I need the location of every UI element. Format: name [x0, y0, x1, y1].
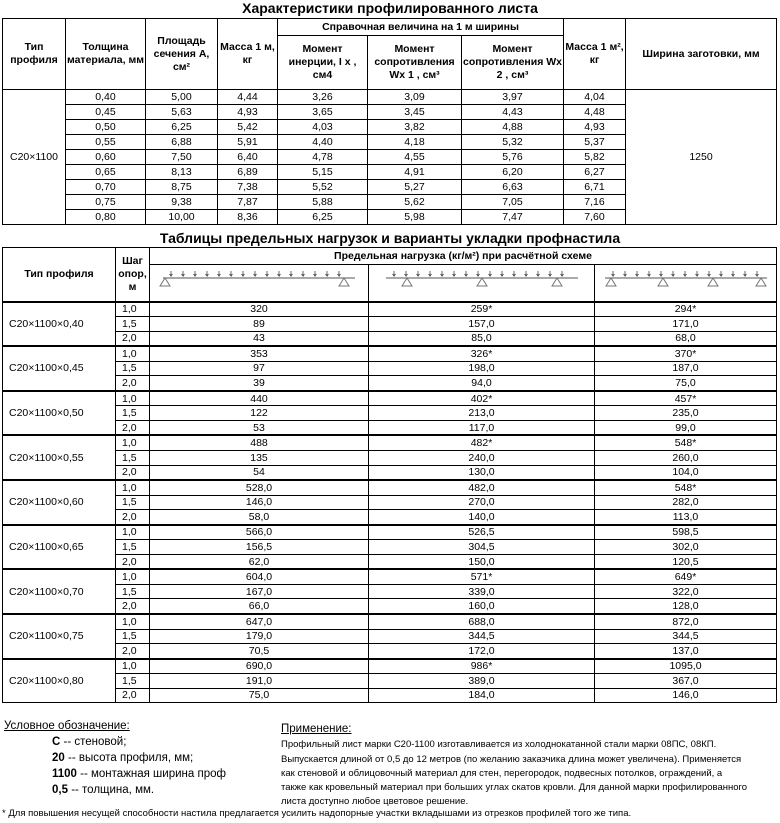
load-value: 367,0 — [595, 674, 777, 689]
load-row — [3, 317, 777, 332]
load-value: 191,0 — [150, 674, 369, 689]
characteristics-row — [3, 90, 777, 105]
profile-group-name: С20×1100×0,80 — [3, 659, 116, 703]
load-value: 150,0 — [369, 554, 595, 569]
profile-group-name: С20×1100×0,70 — [3, 569, 116, 614]
load-value: 270,0 — [369, 495, 595, 510]
cell: 0,55 — [66, 135, 146, 150]
support-step: 1,5 — [116, 406, 150, 421]
blank-width-value: 1250 — [626, 90, 777, 225]
cell: 0,60 — [66, 150, 146, 165]
legend-text: -- монтажная ширина проф — [76, 768, 226, 780]
cell: 3,97 — [462, 90, 564, 105]
load-value: 598,5 — [595, 525, 777, 540]
load-value: 440 — [150, 391, 369, 406]
cell: 5,62 — [368, 195, 462, 210]
cell: 4,04 — [564, 90, 626, 105]
cell: 5,91 — [218, 135, 278, 150]
load-arrow — [476, 271, 479, 276]
cell: 5,27 — [368, 180, 462, 195]
load-value: 389,0 — [369, 674, 595, 689]
cell: 7,50 — [146, 150, 218, 165]
cell: 7,16 — [564, 195, 626, 210]
load-value: 146,0 — [595, 688, 777, 703]
load-value: 304,5 — [369, 540, 595, 555]
load-value: 344,5 — [369, 629, 595, 644]
load-value: 482,0 — [369, 480, 595, 495]
load-value: 104,0 — [595, 465, 777, 480]
support-step: 1,5 — [116, 540, 150, 555]
load-row — [3, 599, 777, 614]
profile-group-name: С20×1100×0,65 — [3, 525, 116, 570]
load-value: 688,0 — [369, 614, 595, 629]
load-value: 171,0 — [595, 317, 777, 332]
load-value: 75,0 — [595, 376, 777, 391]
cell: 6,27 — [564, 165, 626, 180]
cell: 0,45 — [66, 105, 146, 120]
legend — [4, 718, 226, 798]
load-value: 156,5 — [150, 540, 369, 555]
cell: 4,93 — [218, 105, 278, 120]
load-value: 457* — [595, 391, 777, 406]
load-value: 260,0 — [595, 450, 777, 465]
legend-code: С — [52, 736, 61, 748]
two-span-diagram — [382, 268, 582, 298]
load-value: 986* — [369, 659, 595, 674]
header-mass-per-m: Масса 1 м, кг — [218, 19, 278, 90]
header-limit-load: Предельная нагрузка (кг/м²) при расчётной схеме — [150, 248, 777, 265]
load-row — [3, 346, 777, 361]
load-value: 571* — [369, 569, 595, 584]
load-arrow — [548, 271, 551, 276]
load-value: 604,0 — [150, 569, 369, 584]
support-step: 1,5 — [116, 629, 150, 644]
load-value: 302,0 — [595, 540, 777, 555]
cell: 6,25 — [146, 120, 218, 135]
load-arrow — [290, 271, 293, 276]
header-blank-width: Ширина заготовки, мм — [626, 19, 777, 90]
support-step: 1,0 — [116, 659, 150, 674]
load-table — [2, 247, 777, 703]
load-value: 1095,0 — [595, 659, 777, 674]
cell: 0,65 — [66, 165, 146, 180]
load-arrow — [230, 271, 233, 276]
load-value: 39 — [150, 376, 369, 391]
load-row — [3, 688, 777, 703]
load-arrow — [635, 271, 638, 276]
cell: 5,98 — [368, 210, 462, 225]
header-mass-per-m2: Масса 1 м², кг — [564, 19, 626, 90]
load-value: 690,0 — [150, 659, 369, 674]
load-value: 528,0 — [150, 480, 369, 495]
load-arrow — [440, 271, 443, 276]
load-row — [3, 495, 777, 510]
load-value: 53 — [150, 420, 369, 435]
cell: 4,03 — [278, 120, 368, 135]
load-value: 322,0 — [595, 584, 777, 599]
header-type: Тип профиля — [3, 19, 66, 90]
load-arrow — [218, 271, 221, 276]
profile-group-name: С20×1100×0,50 — [3, 391, 116, 436]
load-arrow — [488, 271, 491, 276]
cell: 5,63 — [146, 105, 218, 120]
legend-item — [4, 766, 226, 782]
load-value: 167,0 — [150, 584, 369, 599]
load-row — [3, 659, 777, 674]
legend-heading: Условное обозначение: — [4, 720, 130, 732]
load-arrow — [695, 271, 698, 276]
cell: 7,60 — [564, 210, 626, 225]
application-line: Выпускается длиной от 0,5 до 12 метров (по желанию заказчика длина может увеличена). Применяется — [281, 753, 742, 765]
cell: 0,75 — [66, 195, 146, 210]
load-value: 94,0 — [369, 376, 595, 391]
header-wx2: Момент сопротивления Wx 2 , см³ — [462, 36, 564, 90]
cell: 8,13 — [146, 165, 218, 180]
load-value: 235,0 — [595, 406, 777, 421]
load-value: 99,0 — [595, 420, 777, 435]
characteristics-table — [2, 18, 777, 225]
load-arrow — [254, 271, 257, 276]
load-value: 85,0 — [369, 331, 595, 346]
cell: 5,32 — [462, 135, 564, 150]
cell: 5,76 — [462, 150, 564, 165]
load-value: 43 — [150, 331, 369, 346]
header-reference: Справочная величина на 1 м ширины — [278, 19, 564, 36]
three-span-diagram — [601, 268, 771, 298]
profile-name: С20×1100 — [3, 90, 66, 225]
application-line: Профильный лист марки С20-1100 изготавливается из холоднокатанной стали марки 08ПС, 08КП. — [281, 739, 717, 751]
load-arrow — [719, 271, 722, 276]
load-arrow — [707, 271, 710, 276]
header-thickness: Толщина материала, мм — [66, 19, 146, 90]
legend-item — [4, 734, 226, 750]
cell: 3,45 — [368, 105, 462, 120]
cell: 6,89 — [218, 165, 278, 180]
legend-text: -- толщина, мм. — [68, 784, 155, 796]
load-arrow — [671, 271, 674, 276]
load-value: 353 — [150, 346, 369, 361]
load-value: 526,5 — [369, 525, 595, 540]
header-area: Площадь сечения А, см² — [146, 19, 218, 90]
load-row — [3, 569, 777, 584]
cell: 5,82 — [564, 150, 626, 165]
cell: 4,91 — [368, 165, 462, 180]
cell: 7,38 — [218, 180, 278, 195]
cell: 8,75 — [146, 180, 218, 195]
title-characteristics: Характеристики профилированного листа — [242, 0, 538, 16]
load-arrow — [464, 271, 467, 276]
support-step: 1,5 — [116, 495, 150, 510]
load-arrow — [536, 271, 539, 276]
load-value: 122 — [150, 406, 369, 421]
support-step: 1,0 — [116, 525, 150, 540]
support-step: 1,0 — [116, 302, 150, 317]
load-row — [3, 614, 777, 629]
load-arrow — [194, 271, 197, 276]
load-value: 548* — [595, 435, 777, 450]
load-value: 649* — [595, 569, 777, 584]
scheme-single-span — [150, 265, 369, 302]
load-row — [3, 525, 777, 540]
cell: 0,80 — [66, 210, 146, 225]
cell: 8,36 — [218, 210, 278, 225]
cell: 4,40 — [278, 135, 368, 150]
cell: 5,88 — [278, 195, 368, 210]
load-row — [3, 376, 777, 391]
support-step: 1,0 — [116, 480, 150, 495]
support-step: 2,0 — [116, 510, 150, 525]
cell: 7,05 — [462, 195, 564, 210]
load-arrow — [206, 271, 209, 276]
load-arrow — [452, 271, 455, 276]
legend-item — [4, 750, 226, 766]
support-step: 2,0 — [116, 644, 150, 659]
support-step: 1,0 — [116, 569, 150, 584]
load-arrow — [314, 271, 317, 276]
support-step: 1,0 — [116, 346, 150, 361]
load-value: 344,5 — [595, 629, 777, 644]
load-value: 240,0 — [369, 450, 595, 465]
load-value: 146,0 — [150, 495, 369, 510]
load-row — [3, 331, 777, 346]
header-support-step: Шаг опор, м — [116, 248, 150, 302]
load-value: 117,0 — [369, 420, 595, 435]
load-arrow — [560, 271, 563, 276]
load-row — [3, 554, 777, 569]
load-arrow — [170, 271, 173, 276]
application-line: листа доступно любое цветовое решение. — [281, 796, 469, 808]
load-value: 97 — [150, 361, 369, 376]
cell: 10,00 — [146, 210, 218, 225]
load-row — [3, 510, 777, 525]
load-value: 120,5 — [595, 554, 777, 569]
load-arrow — [659, 271, 662, 276]
footnote: * Для повышения несущей способности настила предлагается усилить надопорные участки вкладышами из отрезков профилей того же типа. — [2, 808, 632, 819]
load-value: 198,0 — [369, 361, 595, 376]
load-arrow — [404, 271, 407, 276]
cell: 6,63 — [462, 180, 564, 195]
load-value: 62,0 — [150, 554, 369, 569]
load-value: 66,0 — [150, 599, 369, 614]
support-step: 2,0 — [116, 420, 150, 435]
profile-group-name: С20×1100×0,45 — [3, 346, 116, 391]
cell: 4,18 — [368, 135, 462, 150]
cell: 4,55 — [368, 150, 462, 165]
legend-code: 1100 — [52, 768, 77, 780]
load-row — [3, 465, 777, 480]
cell: 5,37 — [564, 135, 626, 150]
cell: 5,00 — [146, 90, 218, 105]
cell: 0,40 — [66, 90, 146, 105]
load-value: 872,0 — [595, 614, 777, 629]
cell: 7,87 — [218, 195, 278, 210]
cell: 6,88 — [146, 135, 218, 150]
load-arrow — [326, 271, 329, 276]
load-value: 548* — [595, 480, 777, 495]
support-step: 2,0 — [116, 376, 150, 391]
load-value: 647,0 — [150, 614, 369, 629]
load-row — [3, 420, 777, 435]
cell: 0,50 — [66, 120, 146, 135]
load-arrow — [524, 271, 527, 276]
cell: 6,25 — [278, 210, 368, 225]
load-value: 566,0 — [150, 525, 369, 540]
load-row — [3, 361, 777, 376]
load-arrow — [500, 271, 503, 276]
load-value: 137,0 — [595, 644, 777, 659]
cell: 4,43 — [462, 105, 564, 120]
load-value: 320 — [150, 302, 369, 317]
header-wx1: Момент сопротивления Wx 1 , см³ — [368, 36, 462, 90]
legend-code: 20 — [52, 752, 65, 764]
support-step: 2,0 — [116, 599, 150, 614]
load-value: 259* — [369, 302, 595, 317]
application-line: также как кровельный материал при больших углах скатов кровли. Для данной марки профилированного — [281, 782, 748, 794]
cell: 4,44 — [218, 90, 278, 105]
load-value: 482* — [369, 435, 595, 450]
load-arrow — [623, 271, 626, 276]
profile-group-name: С20×1100×0,75 — [3, 614, 116, 659]
load-arrow — [647, 271, 650, 276]
load-value: 54 — [150, 465, 369, 480]
load-row — [3, 480, 777, 495]
load-value: 326* — [369, 346, 595, 361]
cell: 3,09 — [368, 90, 462, 105]
cell: 6,71 — [564, 180, 626, 195]
header-moment-inertia: Момент инерции, I x , см4 — [278, 36, 368, 90]
load-value: 488 — [150, 435, 369, 450]
load-arrow — [392, 271, 395, 276]
load-value: 402* — [369, 391, 595, 406]
load-value: 89 — [150, 317, 369, 332]
profile-group-name: С20×1100×0,60 — [3, 480, 116, 525]
load-arrow — [755, 271, 758, 276]
load-row — [3, 391, 777, 406]
application-line: как стеновой и облицовочный материал для стен, перегородок, подвесных потолков, ограждений, а — [281, 767, 723, 779]
profile-group-name: С20×1100×0,55 — [3, 435, 116, 480]
legend-code: 0,5 — [52, 784, 68, 796]
load-row — [3, 584, 777, 599]
scheme-two-span — [369, 265, 595, 302]
cell: 3,82 — [368, 120, 462, 135]
load-value: 128,0 — [595, 599, 777, 614]
legend-text: -- высота профиля, мм; — [64, 752, 194, 764]
cell: 3,26 — [278, 90, 368, 105]
cell: 5,52 — [278, 180, 368, 195]
load-value: 113,0 — [595, 510, 777, 525]
load-value: 58,0 — [150, 510, 369, 525]
load-value: 135 — [150, 450, 369, 465]
load-row — [3, 644, 777, 659]
load-value: 160,0 — [369, 599, 595, 614]
cell: 4,93 — [564, 120, 626, 135]
load-arrow — [416, 271, 419, 276]
load-row — [3, 674, 777, 689]
single-span-diagram — [159, 268, 359, 298]
header-profile-type: Тип профиля — [3, 248, 116, 302]
support-step: 1,0 — [116, 614, 150, 629]
cell: 5,15 — [278, 165, 368, 180]
load-arrow — [611, 271, 614, 276]
cell: 7,47 — [462, 210, 564, 225]
support-step: 2,0 — [116, 554, 150, 569]
support-step: 1,5 — [116, 450, 150, 465]
profile-group-name: С20×1100×0,40 — [3, 302, 116, 347]
support-step: 1,5 — [116, 361, 150, 376]
support-step: 2,0 — [116, 331, 150, 346]
cell: 4,48 — [564, 105, 626, 120]
load-row — [3, 540, 777, 555]
support-step: 2,0 — [116, 465, 150, 480]
support-step: 1,0 — [116, 435, 150, 450]
load-arrow — [428, 271, 431, 276]
cell: 4,78 — [278, 150, 368, 165]
load-arrow — [182, 271, 185, 276]
support-step: 1,5 — [116, 584, 150, 599]
load-arrow — [278, 271, 281, 276]
cell: 0,70 — [66, 180, 146, 195]
load-arrow — [266, 271, 269, 276]
support-step: 2,0 — [116, 688, 150, 703]
load-arrow — [743, 271, 746, 276]
load-value: 294* — [595, 302, 777, 317]
load-row — [3, 629, 777, 644]
load-row — [3, 450, 777, 465]
cell: 6,40 — [218, 150, 278, 165]
cell: 4,88 — [462, 120, 564, 135]
load-value: 172,0 — [369, 644, 595, 659]
load-row — [3, 435, 777, 450]
load-value: 70,5 — [150, 644, 369, 659]
load-arrow — [242, 271, 245, 276]
load-arrow — [302, 271, 305, 276]
cell: 3,65 — [278, 105, 368, 120]
application-heading: Применение: — [281, 723, 352, 735]
load-arrow — [512, 271, 515, 276]
load-value: 339,0 — [369, 584, 595, 599]
support-step: 1,5 — [116, 674, 150, 689]
load-row — [3, 302, 777, 317]
load-arrow — [683, 271, 686, 276]
scheme-three-span — [595, 265, 777, 302]
cell: 5,42 — [218, 120, 278, 135]
load-value: 213,0 — [369, 406, 595, 421]
load-value: 282,0 — [595, 495, 777, 510]
legend-text: -- стеновой; — [60, 736, 127, 748]
load-value: 157,0 — [369, 317, 595, 332]
load-arrow — [731, 271, 734, 276]
cell: 9,38 — [146, 195, 218, 210]
title-load-tables: Таблицы предельных нагрузок и варианты укладки профнастила — [159, 230, 621, 246]
load-value: 140,0 — [369, 510, 595, 525]
load-value: 179,0 — [150, 629, 369, 644]
load-arrow — [338, 271, 341, 276]
load-row — [3, 406, 777, 421]
support-step: 1,0 — [116, 391, 150, 406]
load-value: 68,0 — [595, 331, 777, 346]
load-value: 187,0 — [595, 361, 777, 376]
application-block — [281, 722, 771, 810]
legend-item — [4, 782, 226, 798]
load-value: 75,0 — [150, 688, 369, 703]
support-step: 1,5 — [116, 317, 150, 332]
load-value: 370* — [595, 346, 777, 361]
cell: 6,20 — [462, 165, 564, 180]
load-value: 130,0 — [369, 465, 595, 480]
load-value: 184,0 — [369, 688, 595, 703]
